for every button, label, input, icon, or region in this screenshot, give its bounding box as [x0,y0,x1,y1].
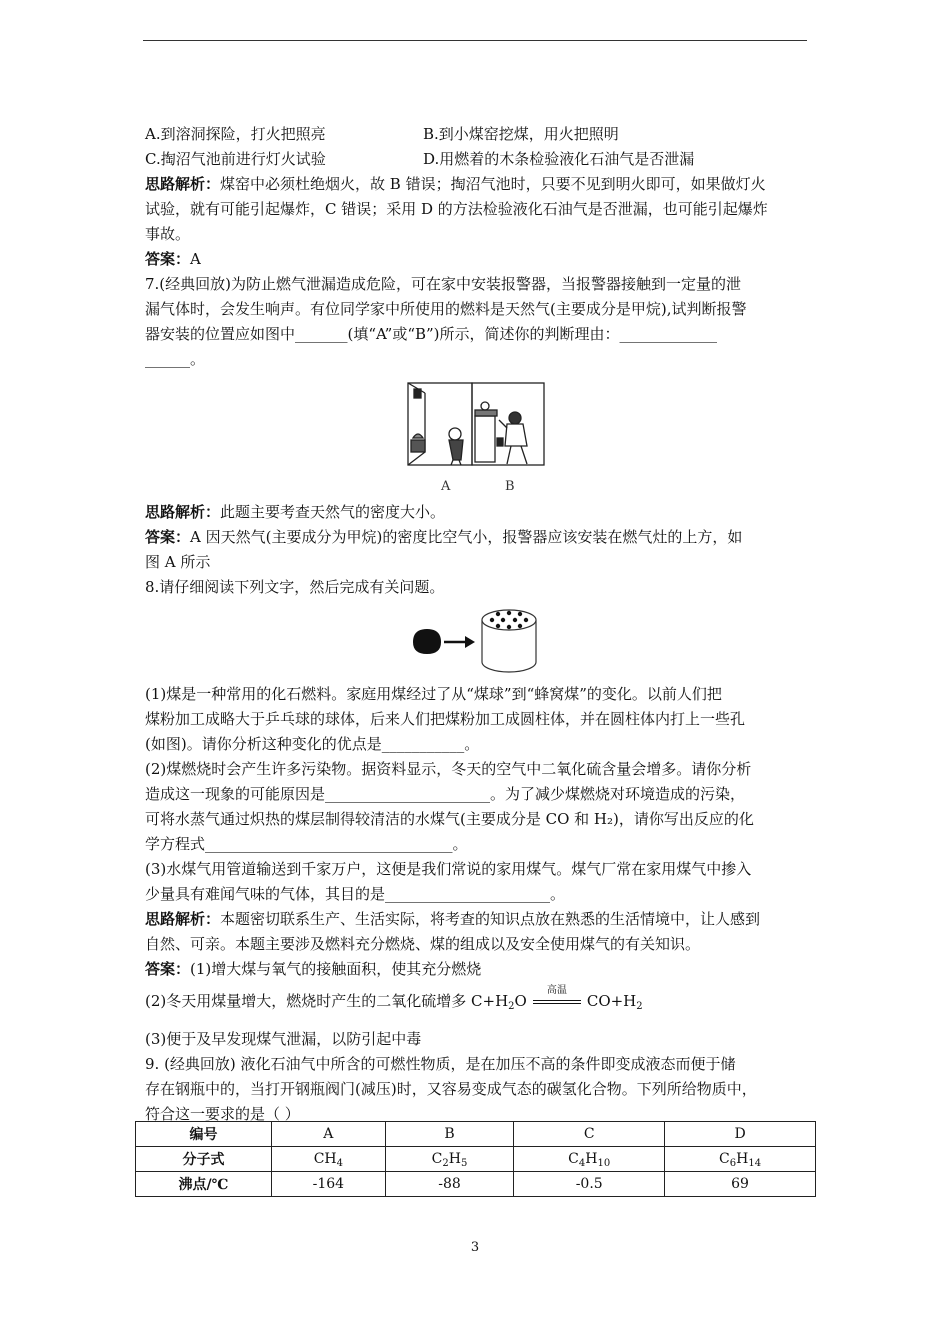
q6-option-b: B.到小煤窑挖煤，用火把照明 [423,125,619,143]
page-content [145,122,809,1127]
q7-answer-text: A 因天然气(主要成分为甲烷)的密度比空气小，报警器应该安装在燃气灶的上方，如 [190,528,743,546]
q8-answer-1-text: (1)增大煤与氧气的接触面积，使其充分燃烧 [190,960,482,978]
q6-analysis-line-2: 试验，就有可能引起爆炸，C 错误；采用 D 的方法检验液化石油气是否泄漏，也可能引起爆炸 [145,200,768,218]
alarm-b-icon [497,438,503,446]
q6-option-a: A.到溶洞探险，打火把照亮 [145,125,326,143]
id-c: C [514,1122,665,1147]
q8-answer-1 [145,957,809,982]
q8-part1-line-3: (如图)。请你分析这种变化的优点是___________。 [145,735,480,753]
q8-part2-line-2: 造成这一现象的可能原因是______________________。为了减少煤燃烧对环境造成的污染， [145,785,746,803]
q7-analysis-label: 思路解析： [145,503,221,521]
q6-analysis-text: 煤窑中必须杜绝烟火，故 B 错误；掏沼气池时，只要不见到明火即可，如果做灯火 [220,175,766,193]
id-a: A [272,1122,386,1147]
q8-answer-label: 答案： [145,960,191,978]
id-d: D [665,1122,816,1147]
row-header-id: 编号 [136,1122,272,1147]
q8-part2-line-1: (2)煤燃烧时会产生许多污染物。据资料显示，冬天的空气中二氧化硫含量会增多。请你分析 [145,760,752,778]
q8-part1-line-2: 煤粉加工成略大于乒乓球的球体，后来人们把煤粉加工成圆柱体，并在圆柱体内打上一些孔 [145,710,746,728]
row-header-formula: 分子式 [136,1147,272,1172]
reaction-condition [529,985,585,1010]
q8-answer-2-product: CO+H [586,992,637,1010]
q7-line-1: 7.(经典回放)为防止燃气泄漏造成危险，可在家中安装报警器，当报警器接触到一定量的泄 [145,275,742,293]
q7-line-4: ______。 [145,350,206,368]
figure-label-b: B [505,479,515,494]
q6-option-d: D.用燃着的木条检验液化石油气是否泄漏 [423,150,695,168]
q7-line-2: 漏气体时，会发生响声。有位同学家中所使用的燃料是天然气(主要成分是甲烷),试判断报警 [145,300,747,318]
q8-intro: 8.请仔细阅读下列文字，然后完成有关问题。 [145,578,445,596]
q9-line-1: 9. (经典回放) 液化石油气中所含的可燃性物质，是在加压不高的条件即变成液态而便于储 [145,1055,736,1073]
q6-answer [145,247,809,272]
q6-analysis-line-3: 事故。 [145,225,191,243]
q6-answer-label: 答案： [145,250,191,268]
table-row-id [136,1122,816,1147]
q8-answer-2-sub-1: 2 [508,1001,515,1012]
formula-c: $C_4H_{10}$ [514,1147,665,1172]
gas-alarm-figure [407,380,547,500]
reaction-condition-label: 高温 [546,985,567,996]
boiling-point-a: -164 [272,1172,386,1197]
hydrocarbon-table [135,1121,816,1197]
q8-answer-2-o: O [514,992,527,1010]
header-rule [143,40,807,41]
q6-answer-value: A [190,250,201,268]
formula-b: $C_2H_5$ [385,1147,514,1172]
q8-part3-line-2: 少量具有难闻气味的气体，其目的是______________________。 [145,885,566,903]
q8-analysis-line-1 [145,907,809,932]
q8-part2-line-4: 学方程式_________________________________。 [145,835,468,853]
q8-answer-3: (3)便于及早发现煤气泄漏，以防引起中毒 [145,1030,422,1048]
formula-d: $C_6H_{14}$ [665,1147,816,1172]
id-b: B [385,1122,514,1147]
q6-options-row-1 [145,122,809,147]
alarm-a-icon [414,389,421,398]
q6-analysis-line-1 [145,172,809,197]
arrow-right-icon [465,636,475,648]
q8-part2-line-3: 可将水蒸气通过炽热的煤层制得较清洁的水煤气(主要成分是 CO 和 H₂)，请你写出反应的化 [145,810,754,828]
table-row-boiling-point [136,1172,816,1197]
q7-answer-line-2: 图 A 所示 [145,553,211,571]
coal-ball-icon [413,629,441,654]
q7-answer-label: 答案： [145,528,191,546]
figure-label-a: A [441,479,451,494]
q7-answer-line-1 [145,525,809,550]
q8-analysis-line-2: 自然、可亲。本题主要涉及燃料充分燃烧、煤的组成以及安全使用煤气的有关知识。 [145,935,701,953]
formula-a: $CH_4$ [272,1147,386,1172]
q8-answer-2-text: (2)冬天用煤量增大，燃烧时产生的二氧化硫增多 C+H [145,992,509,1010]
honeycomb-coal-icon [482,610,536,672]
q7-analysis [145,500,809,525]
coal-figure [410,604,540,676]
page-number: 3 [470,1240,480,1255]
row-header-boiling-point: 沸点/℃ [136,1172,272,1197]
table-row-formula [136,1147,816,1172]
q6-options-row-2 [145,147,809,172]
q7-analysis-text: 此题主要考查天然气的密度大小。 [220,503,446,521]
boiling-point-d: 69 [665,1172,816,1197]
q8-answer-2 [145,985,809,1014]
boiling-point-b: -88 [385,1172,514,1197]
q8-analysis-label: 思路解析： [145,910,221,928]
q6-option-c: C.掏沼气池前进行灯火试验 [145,150,326,168]
q7-line-3: 器安装的位置应如图中_______(填“A”或“B”)所示，简述你的判断理由：_____________ [145,325,718,343]
q8-answer-2-sub-2: 2 [636,1001,643,1012]
q9-line-2: 存在钢瓶中的，当打开钢瓶阀门(减压)时，又容易变成气态的碳氢化合物。下列所给物质中， [145,1080,757,1098]
q9-line-3: 符合这一要求的是（ ） [145,1105,300,1123]
boiling-point-c: -0.5 [514,1172,665,1197]
q8-part3-line-1: (3)水煤气用管道输送到千家万户，这便是我们常说的家用煤气。煤气厂常在家用煤气中掺入 [145,860,752,878]
q8-part1-line-1: (1)煤是一种常用的化石燃料。家庭用煤经过了从“煤球”到“蜂窝煤”的变化。以前人们把 [145,685,722,703]
q8-analysis-text: 本题密切联系生产、生活实际，将考查的知识点放在熟悉的生活情境中，让人感到 [220,910,761,928]
q6-analysis-label: 思路解析： [145,175,221,193]
